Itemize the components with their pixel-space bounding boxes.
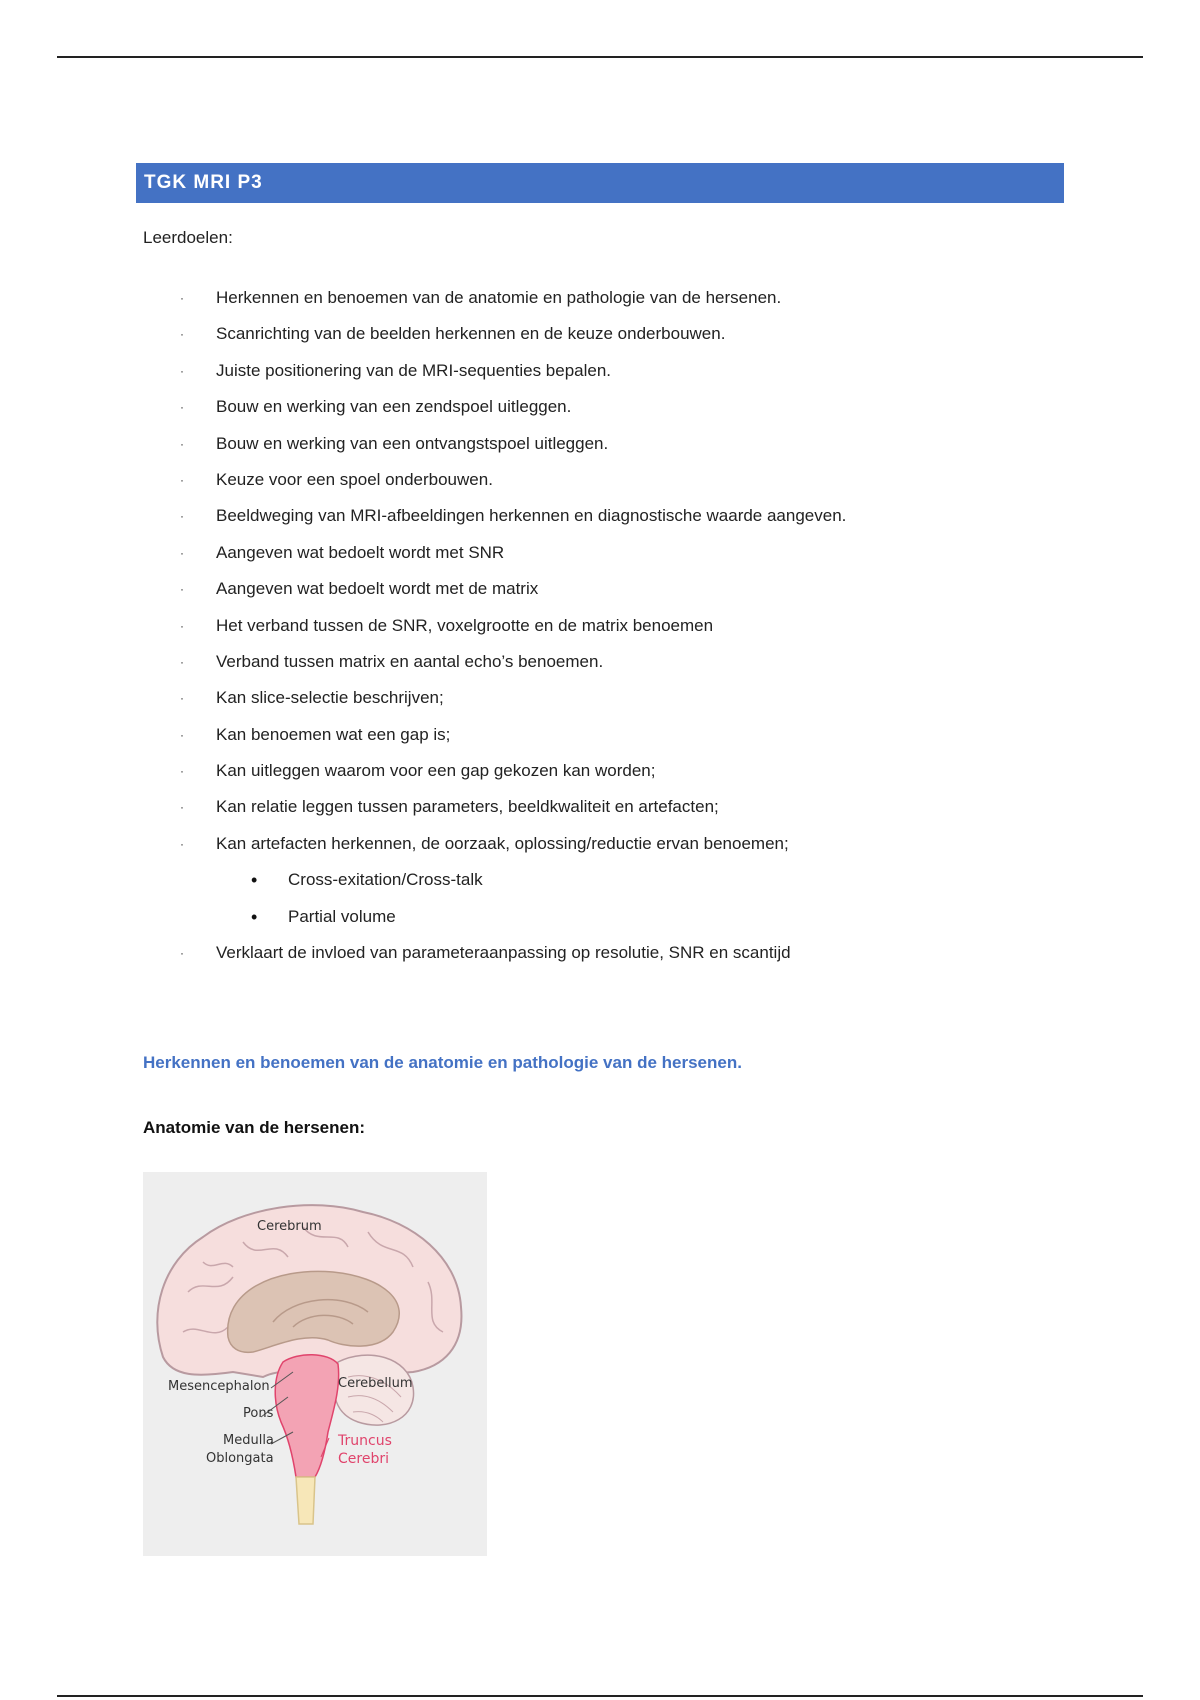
bullet-icon: · [180,509,184,524]
list-item [143,462,1063,498]
bullet-icon: · [180,327,184,342]
list-item-text: Scanrichting van de beelden herkennen en de keuze onderbouwen. [216,324,726,344]
list-item [143,280,1063,316]
bullet-icon: · [180,400,184,415]
label-mesencephalon: Mesencephalon [168,1379,270,1394]
label-truncus: Truncus [338,1433,392,1449]
anatomy-subheading: Anatomie van de hersenen: [143,1118,366,1137]
brain-anatomy-figure [143,1172,487,1556]
list-item [143,535,1063,571]
bullet-icon: • [251,870,258,891]
label-medulla: Medulla [223,1433,274,1448]
bottom-rule [57,1695,1143,1697]
list-item-text: Het verband tussen de SNR, voxelgrootte en de matrix benoemen [216,615,714,635]
list-item-text: Cross-exitation/Cross-talk [288,870,483,890]
list-item [143,826,1063,862]
brain-diagram [143,1172,487,1556]
learning-goals-list [143,280,1063,971]
bullet-icon: · [180,727,184,742]
list-item-text: Kan artefacten herkennen, de oorzaak, oplossing/reductie ervan benoemen; [216,833,789,853]
list-item-text: Verklaart de invloed van parameteraanpassing op resolutie, SNR en scantijd [216,943,791,963]
bullet-icon: · [180,582,184,597]
list-item [143,608,1063,644]
label-oblongata: Oblongata [206,1451,274,1466]
bullet-icon: · [180,800,184,815]
list-item [143,316,1063,352]
list-item [143,789,1063,825]
brainstem-shape [275,1355,338,1477]
bullet-icon: · [180,654,184,669]
label-cerebellum: Cerebellum [338,1376,413,1391]
bullet-icon: · [180,436,184,451]
list-item-text: Beeldweging van MRI-afbeeldingen herkennen en diagnostische waarde aangeven. [216,506,847,526]
list-item [143,935,1063,971]
list-item-text: Aangeven wat bedoelt wordt met SNR [216,542,505,562]
bullet-icon: · [180,363,184,378]
bullet-icon: · [180,836,184,851]
bullet-icon: · [180,764,184,779]
list-item-text: Kan slice-selectie beschrijven; [216,688,444,708]
list-item-text: Partial volume [288,906,396,926]
list-item-text: Juiste positionering van de MRI-sequenties bepalen. [216,360,612,380]
document-title-banner: TGK MRI P3 [136,163,1064,203]
list-item-text: Aangeven wat bedoelt wordt met de matrix [216,579,539,599]
list-item [143,389,1063,425]
bullet-icon: · [180,946,184,961]
list-item [143,717,1063,753]
list-item [143,753,1063,789]
list-item [143,680,1063,716]
sub-list-item [143,899,1063,935]
list-item [143,426,1063,462]
list-item-text: Herkennen en benoemen van de anatomie en pathologie van de hersenen. [216,288,782,307]
list-item [143,644,1063,680]
bullet-icon: • [251,906,258,927]
learning-goals-label: Leerdoelen: [143,228,233,247]
list-item-text: Keuze voor een spoel onderbouwen. [216,469,493,489]
sub-list-item [143,862,1063,898]
bullet-icon: · [180,618,184,633]
list-item-text: Kan benoemen wat een gap is; [216,724,451,744]
label-cerebrum: Cerebrum [257,1219,322,1234]
spinal-cord-shape [296,1477,315,1524]
bullet-icon: · [180,472,184,487]
list-item [143,353,1063,389]
list-item-text: Kan relatie leggen tussen parameters, beeldkwaliteit en artefacten; [216,797,719,817]
list-item-text: Kan uitleggen waarom voor een gap gekozen kan worden; [216,761,656,781]
label-cerebri: Cerebri [338,1451,389,1467]
top-rule [57,56,1143,58]
bullet-icon: · [180,691,184,706]
list-item [143,571,1063,607]
list-item-text: Bouw en werking van een zendspoel uitleggen. [216,397,572,417]
bullet-icon: · [180,545,184,560]
list-item-text: Bouw en werking van een ontvangstspoel uitleggen. [216,433,609,453]
section-heading: Herkennen en benoemen van de anatomie en pathologie van de hersenen. [143,1053,742,1072]
bullet-icon: · [180,291,184,305]
list-item-text: Verband tussen matrix en aantal echo’s benoemen. [216,651,604,671]
label-pons: Pons [243,1406,274,1421]
list-item [143,498,1063,534]
